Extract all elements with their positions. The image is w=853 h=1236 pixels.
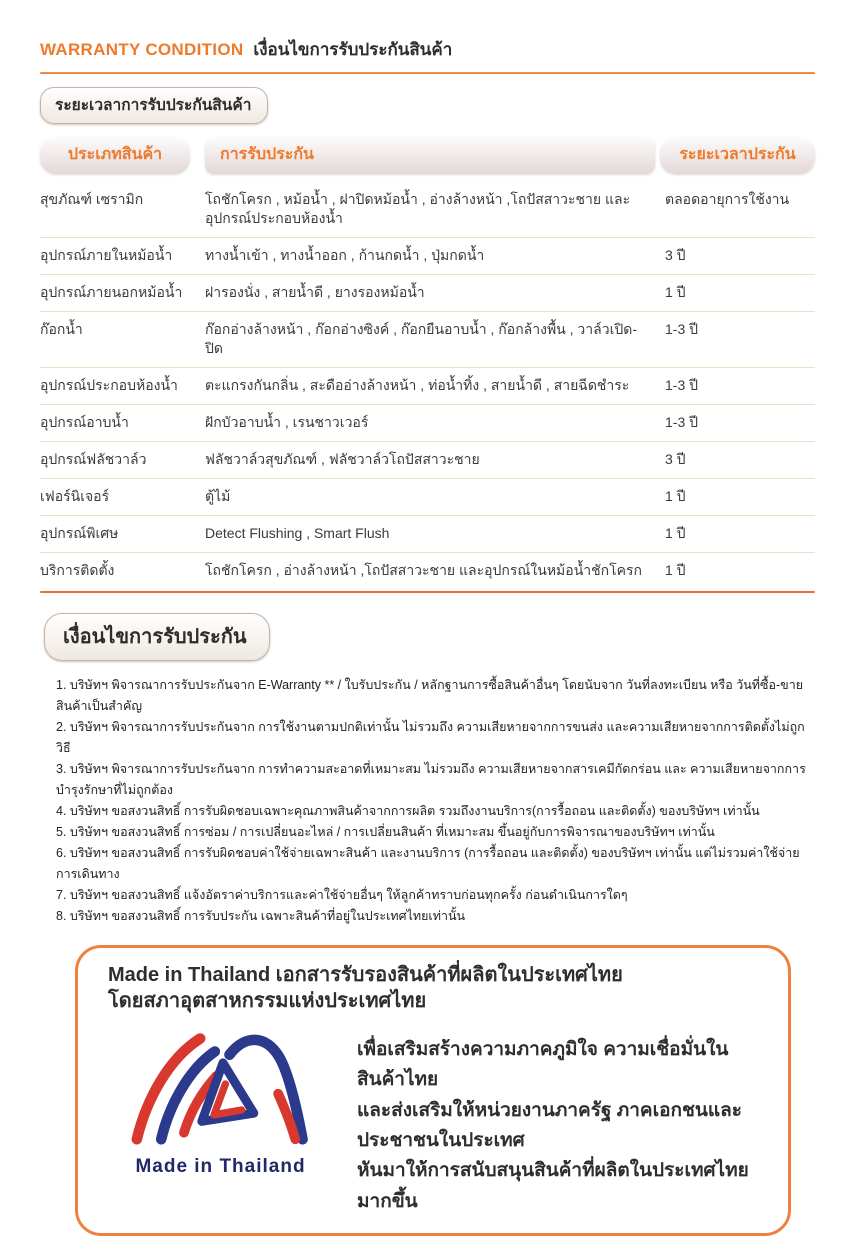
table-row [40, 238, 815, 275]
cell-category: เฟอร์นิเจอร์ [40, 488, 110, 504]
page-title-th: เงื่อนไขการรับประกันสินค้า [253, 40, 453, 59]
cell-period: 1 ปี [665, 562, 686, 578]
page-header [40, 36, 815, 74]
condition-item: 5. บริษัทฯ ขอสงวนสิทธิ์ การซ่อม / การเปลี่ยนอะไหล่ / การเปลี่ยนสินค้า ที่เหมาะสม ขึ้นอยู่กับการพิจารณาของบริษัทฯ เท่านั้น [56, 825, 715, 839]
mit-heading-line1: Made in Thailand เอกสารรับรองสินค้าที่ผลิตในประเทศไทย [108, 964, 623, 986]
table-row [40, 553, 815, 589]
cell-period: 1-3 ปี [665, 321, 699, 337]
cell-period: 3 ปี [665, 247, 686, 263]
column-header-coverage: การรับประกัน [205, 137, 655, 174]
cell-period: 1-3 ปี [665, 414, 699, 430]
page-title-en: WARRANTY CONDITION [40, 40, 244, 59]
condition-item: 7. บริษัทฯ ขอสงวนสิทธิ์ แจ้งอัตราค่าบริการและค่าใช้จ่ายอื่นๆ ให้ลูกค้าทราบก่อนทุกครั้ง ก่อนดำเนินการใดๆ [56, 888, 628, 902]
cell-period: ตลอดอายุการใช้งาน [665, 191, 790, 207]
cell-coverage: Detect Flushing , Smart Flush [205, 525, 390, 541]
cell-coverage: ตะแกรงกันกลิ่น , สะดืออ่างล้างหน้า , ท่อน้ำทิ้ง , สายน้ำดี , สายฉีดชำระ [205, 377, 630, 393]
condition-item: 4. บริษัทฯ ขอสงวนสิทธิ์ การรับผิดชอบเฉพาะคุณภาพสินค้าจากการผลิต รวมถึงงานบริการ(การรื้อถอน และติดตั้ง) ของบริษัทฯ เท่านั้น [56, 804, 760, 818]
condition-item: 6. บริษัทฯ ขอสงวนสิทธิ์ การรับผิดชอบค่าใช้จ่ายเฉพาะสินค้า และงานบริการ (การรื้อถอน และติดตั้ง) ของบริษัทฯ เท่านั้น แต่ไม่รวมค่าใช้จ่ายการเดินทาง [56, 846, 800, 881]
cell-coverage: ฟลัชวาล์วสุขภัณฑ์ , ฟลัชวาล์วโถปัสสาวะชาย [205, 451, 480, 467]
warranty-table-body [40, 182, 815, 589]
cell-period: 3 ปี [665, 451, 686, 467]
mit-logo-caption: Made in Thailand [135, 1155, 306, 1177]
cell-category: อุปกรณ์พิเศษ [40, 525, 119, 541]
made-in-thailand-box [75, 945, 791, 1236]
table-row [40, 442, 815, 479]
cell-category: อุปกรณ์ภายนอกหม้อน้ำ [40, 284, 183, 300]
cell-coverage: ฝารองนั่ง , สายน้ำดี , ยางรองหม้อน้ำ [205, 284, 425, 300]
cell-category: ก๊อกน้ำ [40, 321, 83, 337]
table-row [40, 275, 815, 312]
table-row [40, 368, 815, 405]
cell-coverage: ทางน้ำเข้า , ทางน้ำออก , ก้านกดน้ำ , ปุ่มกดน้ำ [205, 247, 485, 263]
mit-body-text [333, 1035, 764, 1217]
cell-category: อุปกรณ์ฟลัชวาล์ว [40, 451, 147, 467]
warranty-condition-page [0, 36, 853, 1212]
mit-body-line2: และส่งเสริมให้หน่วยงานภาครัฐ ภาคเอกชนและประชาชนในประเทศ [357, 1099, 743, 1151]
cell-category: อุปกรณ์ภายในหม้อน้ำ [40, 247, 173, 263]
warranty-table [40, 137, 815, 593]
table-row [40, 479, 815, 516]
mit-content [108, 1019, 764, 1217]
cell-coverage: โถชักโครก , หม้อน้ำ , ฝาปิดหม้อน้ำ , อ่างล้างหน้า ,โถปัสสาวะชาย และ อุปกรณ์ประกอบห้องน้ำ [205, 191, 631, 226]
section-title-warranty-period: ระยะเวลาการรับประกันสินค้า [40, 87, 268, 124]
table-bottom-rule [40, 591, 815, 593]
cell-coverage: โถชักโครก , อ่างล้างหน้า ,โถปัสสาวะชาย และอุปกรณ์ในหม้อน้ำชักโครก [205, 562, 642, 578]
made-in-thailand-logo-icon [123, 1019, 318, 1149]
cell-period: 1-3 ปี [665, 377, 699, 393]
section-title-conditions: เงื่อนไขการรับประกัน [44, 613, 270, 661]
column-header-category: ประเภทสินค้า [40, 137, 190, 174]
condition-item: 8. บริษัทฯ ขอสงวนสิทธิ์ การรับประกัน เฉพาะสินค้าที่อยู่ในประเทศไทยเท่านั้น [56, 909, 466, 923]
mit-heading [108, 962, 764, 1015]
cell-period: 1 ปี [665, 525, 686, 541]
mit-body-line3: หันมาให้การสนับสนุนสินค้าที่ผลิตในประเทศไทยมากขึ้น [357, 1160, 749, 1212]
condition-item: 2. บริษัทฯ พิจารณาการรับประกันจาก การใช้งานตามปกติเท่านั้น ไม่รวมถึง ความเสียหายจากการขนส่ง และความเสียหายจากการติดตั้งไม่ถูกวิธี [56, 720, 805, 755]
cell-coverage: ก๊อกอ่างล้างหน้า , ก๊อกอ่างซิงค์ , ก๊อกยืนอาบน้ำ , ก๊อกล้างพื้น , วาล์วเปิด-ปิด [205, 321, 637, 356]
cell-period: 1 ปี [665, 284, 686, 300]
cell-category: อุปกรณ์ประกอบห้องน้ำ [40, 377, 178, 393]
cell-coverage: ฝักบัวอาบน้ำ , เรนชาวเวอร์ [205, 414, 369, 430]
warranty-table-header [40, 137, 815, 174]
table-row [40, 182, 815, 238]
conditions-list [56, 675, 813, 927]
mit-body-line1: เพื่อเสริมสร้างความภาคภูมิใจ ความเชื่อมั่นในสินค้าไทย [357, 1038, 729, 1091]
table-row [40, 312, 815, 368]
column-header-period: ระยะเวลาประกัน [660, 137, 815, 174]
cell-category: สุขภัณฑ์ เซรามิก [40, 191, 144, 207]
cell-category: อุปกรณ์อาบน้ำ [40, 414, 129, 430]
table-row [40, 405, 815, 442]
mit-heading-line2: โดยสภาอุตสาหกรรมแห่งประเทศไทย [108, 990, 427, 1013]
condition-item: 1. บริษัทฯ พิจารณาการรับประกันจาก E-Warranty ** / ใบรับประกัน / หลักฐานการซื้อสินค้าอื่นๆ โดยนับจาก วันที่ลงทะเบียน หรือ วันที่ซื้อ-ขายสินค้าเป็นสำคัญ [56, 678, 804, 713]
mit-logo-block [108, 1019, 333, 1217]
table-row [40, 516, 815, 553]
cell-coverage: ตู้ไม้ [205, 488, 231, 504]
cell-category: บริการติดตั้ง [40, 562, 115, 578]
cell-period: 1 ปี [665, 488, 686, 504]
header-rule [40, 72, 815, 74]
condition-item: 3. บริษัทฯ พิจารณาการรับประกันจาก การทำความสะอาดที่เหมาะสม ไม่รวมถึง ความเสียหายจากสารเคมีกัดกร่อน และ ความเสียหายจากการบำรุงรักษาที่ไม่ถูกต้อง [56, 762, 806, 797]
